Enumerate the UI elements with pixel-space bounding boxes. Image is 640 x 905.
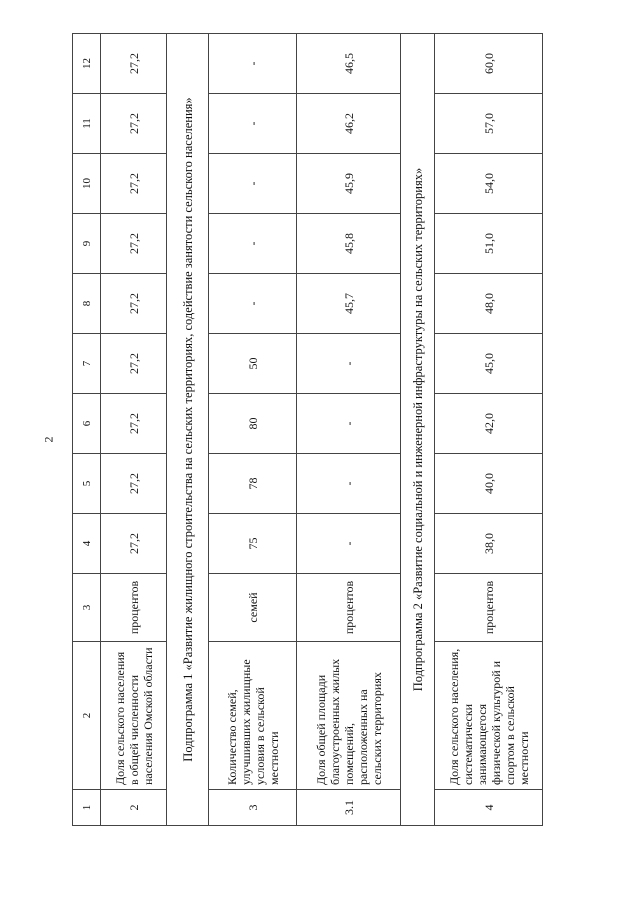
value-cell: 80 [209, 394, 297, 454]
table-row [435, 34, 543, 826]
header-cell: 2 [73, 642, 101, 790]
value-cell: 60,0 [435, 34, 543, 94]
header-cell: 10 [73, 154, 101, 214]
value-cell: - [209, 214, 297, 274]
table-row [297, 34, 401, 826]
row-number: 3 [209, 790, 297, 826]
row-number: 4 [435, 790, 543, 826]
indicator-name: Доля общей площади благоустроенных жилых помещений, расположенных на сельских территориях [297, 642, 401, 790]
value-cell: 54,0 [435, 154, 543, 214]
indicator-name: Доля сельского населения, систематически занимающегося физической культурой и спортом в сельской местности [435, 642, 543, 790]
value-cell: 27,2 [101, 394, 167, 454]
value-cell: 50 [209, 334, 297, 394]
value-cell: 27,2 [101, 154, 167, 214]
subprogram-1-title: Подпрограмма 1 «Развитие жилищного строительства на сельских территориях, содействие занятости сельского населения» [167, 34, 209, 826]
value-cell: - [297, 334, 401, 394]
header-cell: 8 [73, 274, 101, 334]
page-number: 2 [41, 436, 56, 443]
value-cell: 27,2 [101, 94, 167, 154]
rotated-table-container [72, 34, 542, 826]
value-cell: - [209, 34, 297, 94]
value-cell: - [209, 154, 297, 214]
row-number: 2 [101, 790, 167, 826]
value-cell: 48,0 [435, 274, 543, 334]
value-cell: 57,0 [435, 94, 543, 154]
value-cell: 45,9 [297, 154, 401, 214]
header-cell: 9 [73, 214, 101, 274]
value-cell: - [297, 394, 401, 454]
value-cell: 45,7 [297, 274, 401, 334]
value-cell: 27,2 [101, 274, 167, 334]
subprogram-row [167, 34, 209, 826]
value-cell: - [209, 274, 297, 334]
header-row [73, 34, 101, 826]
unit-cell: процентов [435, 574, 543, 642]
value-cell: 51,0 [435, 214, 543, 274]
value-cell: 27,2 [101, 514, 167, 574]
header-cell: 6 [73, 394, 101, 454]
value-cell: 40,0 [435, 454, 543, 514]
table-row [101, 34, 167, 826]
value-cell: 46,2 [297, 94, 401, 154]
header-cell: 1 [73, 790, 101, 826]
subprogram-row [401, 34, 435, 826]
value-cell: 45,0 [435, 334, 543, 394]
indicator-name: Количество семей, улучшивших жилищные условия в сельской местности [209, 642, 297, 790]
value-cell: - [297, 514, 401, 574]
indicators-table [72, 33, 543, 826]
value-cell: 46,5 [297, 34, 401, 94]
unit-cell: процентов [297, 574, 401, 642]
value-cell: 75 [209, 514, 297, 574]
unit-cell: процентов [101, 574, 167, 642]
value-cell: - [209, 94, 297, 154]
header-cell: 7 [73, 334, 101, 394]
value-cell: 27,2 [101, 34, 167, 94]
value-cell: 78 [209, 454, 297, 514]
header-cell: 12 [73, 34, 101, 94]
header-cell: 11 [73, 94, 101, 154]
value-cell: 27,2 [101, 454, 167, 514]
header-cell: 3 [73, 574, 101, 642]
indicator-name: Доля сельского населения в общей численности населения Омской области [101, 642, 167, 790]
value-cell: 38,0 [435, 514, 543, 574]
value-cell: 42,0 [435, 394, 543, 454]
row-number: 3.1 [297, 790, 401, 826]
value-cell: 45,8 [297, 214, 401, 274]
value-cell: 27,2 [101, 334, 167, 394]
table-row [209, 34, 297, 826]
subprogram-2-title: Подпрограмма 2 «Развитие социальной и инженерной инфраструктуры на сельских территориях» [401, 34, 435, 826]
unit-cell: семей [209, 574, 297, 642]
value-cell: - [297, 454, 401, 514]
header-cell: 5 [73, 454, 101, 514]
header-cell: 4 [73, 514, 101, 574]
value-cell: 27,2 [101, 214, 167, 274]
